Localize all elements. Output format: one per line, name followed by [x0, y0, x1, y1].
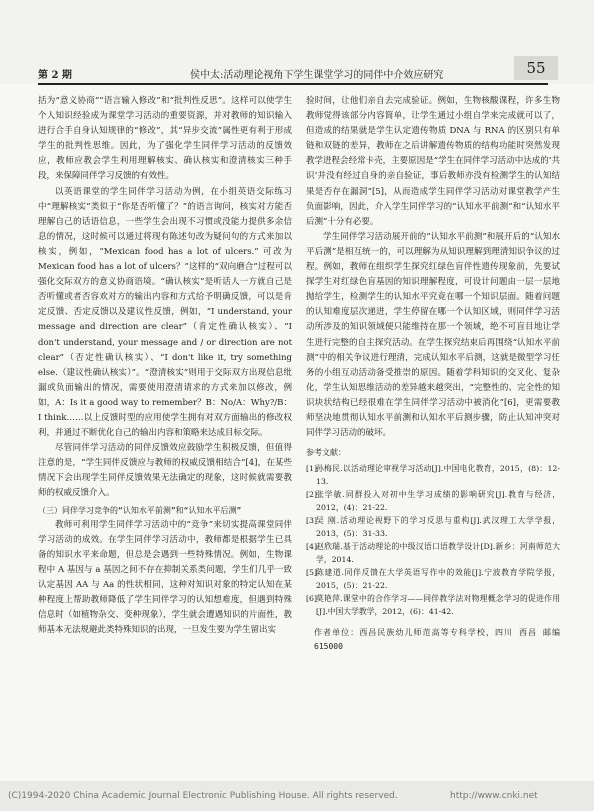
author-affiliation: 作者单位：西昌民族幼儿师范高等专科学校，四川 西昌 邮编 615000	[314, 628, 560, 652]
page-header	[0, 0, 594, 84]
reference-item: [4] 赵欣瑞.基于活动理论的中级汉语口语教学设计[D].新乡：河南师范大学，2014.	[306, 542, 560, 565]
right-column	[306, 94, 560, 654]
section-heading: （三）同伴学习竞争的“认知水平前测”和“认知水平后测”	[38, 505, 242, 515]
running-title: 侯中太:活动理论视角下学生课堂学习的同伴中介效应研究	[190, 70, 444, 81]
paragraph: 尽管同伴学习活动的同伴反馈效应鼓励学生积极反馈，但值得注意的是，“学生同伴反馈应与教师的权威反馈相结合”[4]，在某些情况下会出现学生同伴反馈效果无法确定的现象，这时候就需要教师的权威反馈介入。	[38, 443, 292, 499]
page-footer	[0, 781, 594, 811]
paragraph: 教师可利用学生同伴学习活动中的“竞争”来切实提高课堂同伴学习活动的成效。在学生同伴学习活动中，教师都是根据学生已具备的知识水平来命题，但总是会遇到一些特殊情况。例如，生物课程中 A 基因与 a 基因之间不存在抑制关系类问题，学生们几乎一致认定基因 AA 与 Aa 的性状相同，这种对知识对象的特定认知在某种程度上帮助教师降低了学生同伴学习的认知想难度，但遇到特殊信息时（如植物杂交、变种现象），学生就会遭遇知识的片面性，教师基本无法规避此类特殊知识的出现，一旦发生要为学生留出实	[38, 519, 292, 636]
paragraph: 学生同伴学习活动展开前的“认知水平前测”和展开后的“认知水平后测”是相互统一的，可以理解为从知识理解到理清知识争议的过程。例如，教师在组织学生探究红绿色盲伴性遗传现象前，先要试探学生对红绿色盲基因的知识理解程度，可设计问题由一层一层地抛给学生，检测学生的认知水平究竟在哪一个知识层面。随着问题的认知难度层次递进，学生停留在哪一个认知区域，则同伴学习活动所涉及的知识领域便只能维持在那一个领域，绝不可盲目地让学生进行完整的自主探究活动。在学生探究结束后再围绕“认知水平前测”中的相关争议进行理清，完成认知水平后测，这就是微型学习任务的小组互动活动备受推崇的原因。随着学科知识的交叉化、复杂化，学生认知思维活动的差异越来越突出，“完整性的、完全性的知识块状结构已经很难在学生同伴学习活动中被消化”[6]，更需要教师坚决地贯彻认知水平前测和认知水平后测步骤，防止认知冲突对同伴学习活动的破坏。	[306, 231, 560, 439]
website-link[interactable]: http://www.cnki.net	[450, 791, 538, 801]
header-rule	[38, 83, 548, 85]
issue-number: 第 2 期	[38, 70, 72, 81]
reference-item: [2] 张学敏.同群投入对初中生学习成绩的影响研究[J].教育与经济，2012，(4)：21-22.	[306, 490, 560, 513]
copyright-notice: (C)1994-2020 China Academic Journal Electronic Publishing House. All rights reserved.	[8, 791, 398, 801]
reference-item: [6] 莫艳萍.课堂中的合作学习——同伴教学法对物理概念学习的促进作用[J].中国大学教学，2012，(6)：41-42.	[306, 594, 560, 617]
paragraph: 以英语课堂的学生同伴学习活动为例，在小组英语交际练习中“理解核实”类似于“你是否听懂了？”的语言询问，核实对方能否理解自己的话语信息，一些学生会出现不习惯或没能力提供多余信息的情况，这时候可以通过将现有陈述句改为疑问句的方式来加以核实，例如，“Mexican food has a lot of ulcers.” 可改为 Mexican food has a lot of ulcers？”这样的“双向磨合”过程可以强化交际双方的意义协商语境。“确认核实”是听话人一方就自己是否听懂或者否容欢对方的输出内容和方式给予明确反馈，可以是肯定反馈、否定反馈以及建议性反馈，例如，“I understand, your message and direction are clear”（肯定性确认核实）、“I don't understand, your message and / or direction are not clear”（否定性确认核实）、“I don't like it, try something else.（建议性确认核实）”。“澄清核实”则用于交际双方出现信息纰漏或负面输出的情况，需要使用澄清请求的方式来加以修改，例如，A：Is it a good way to remember？B：No/A：Why?/B：I think……以上反馈时型的应用使学生拥有对双方面输出的修改权利，并通过不断优化自己的输出内容和策略来达成目标交际。	[38, 186, 292, 439]
page-number: 55	[514, 56, 558, 80]
paragraph: 括为“意义协商”“语言输入修改”和“批判性反思”。这样可以使学生个人知识经验成为课堂学习活动的重要资源，并对教师的知识输入进行合手自身认知规律的“修改”，其“异步交流”属性更有利于形成学生的批判性思维。因此，为了强化学生同伴学习活动的反馈效应，教师应教会学生利用理解核实、确认核实和澄清核实三种手段，来保障同伴学习反馈的有效性。	[38, 96, 292, 182]
reference-list	[306, 462, 560, 618]
paragraph: 验时间，让他们亲自去完成验证。例如，生物核酸课程，许多生物教师觉得该部分内容简单，让学生通过小组自学来完成就可以了，但造成的结果就是学生认定遗传物质 DNA 与 RNA 的区别只有单链和双链的差异，教师在之后讲解遗传物质的结构功能时突然发现教学进程会经常卡壳，主要原因是“学生在同伴学习活动中达成的‘共识’并没有经过自身的亲自验证，事后教师亦没有检测学生的认知结果是否存在漏洞”[5]，从而造成学生同伴学习活动对课堂教学产生负面影响，因此，介入学生同伴学习的“认知水平前测”和“认知水平后测”十分有必要。	[306, 96, 560, 227]
reference-item: [5] 陈建道.同伴反馈在大学英语写作中的效能[J].宁波教育学院学报，2015，(5)：21-22.	[306, 568, 560, 591]
left-column	[38, 94, 292, 638]
reference-item: [1] 孙梅民.以活动理论审视学习活动[J].中国电化教育，2015，(8)：12-13.	[306, 464, 560, 487]
references-heading: 参考文献：	[306, 448, 346, 458]
reference-item: [3] 吴 刚.活动理论视野下的学习反思与重构[J].武汉理工大学学报，2013，(5)：31-33.	[306, 516, 560, 539]
